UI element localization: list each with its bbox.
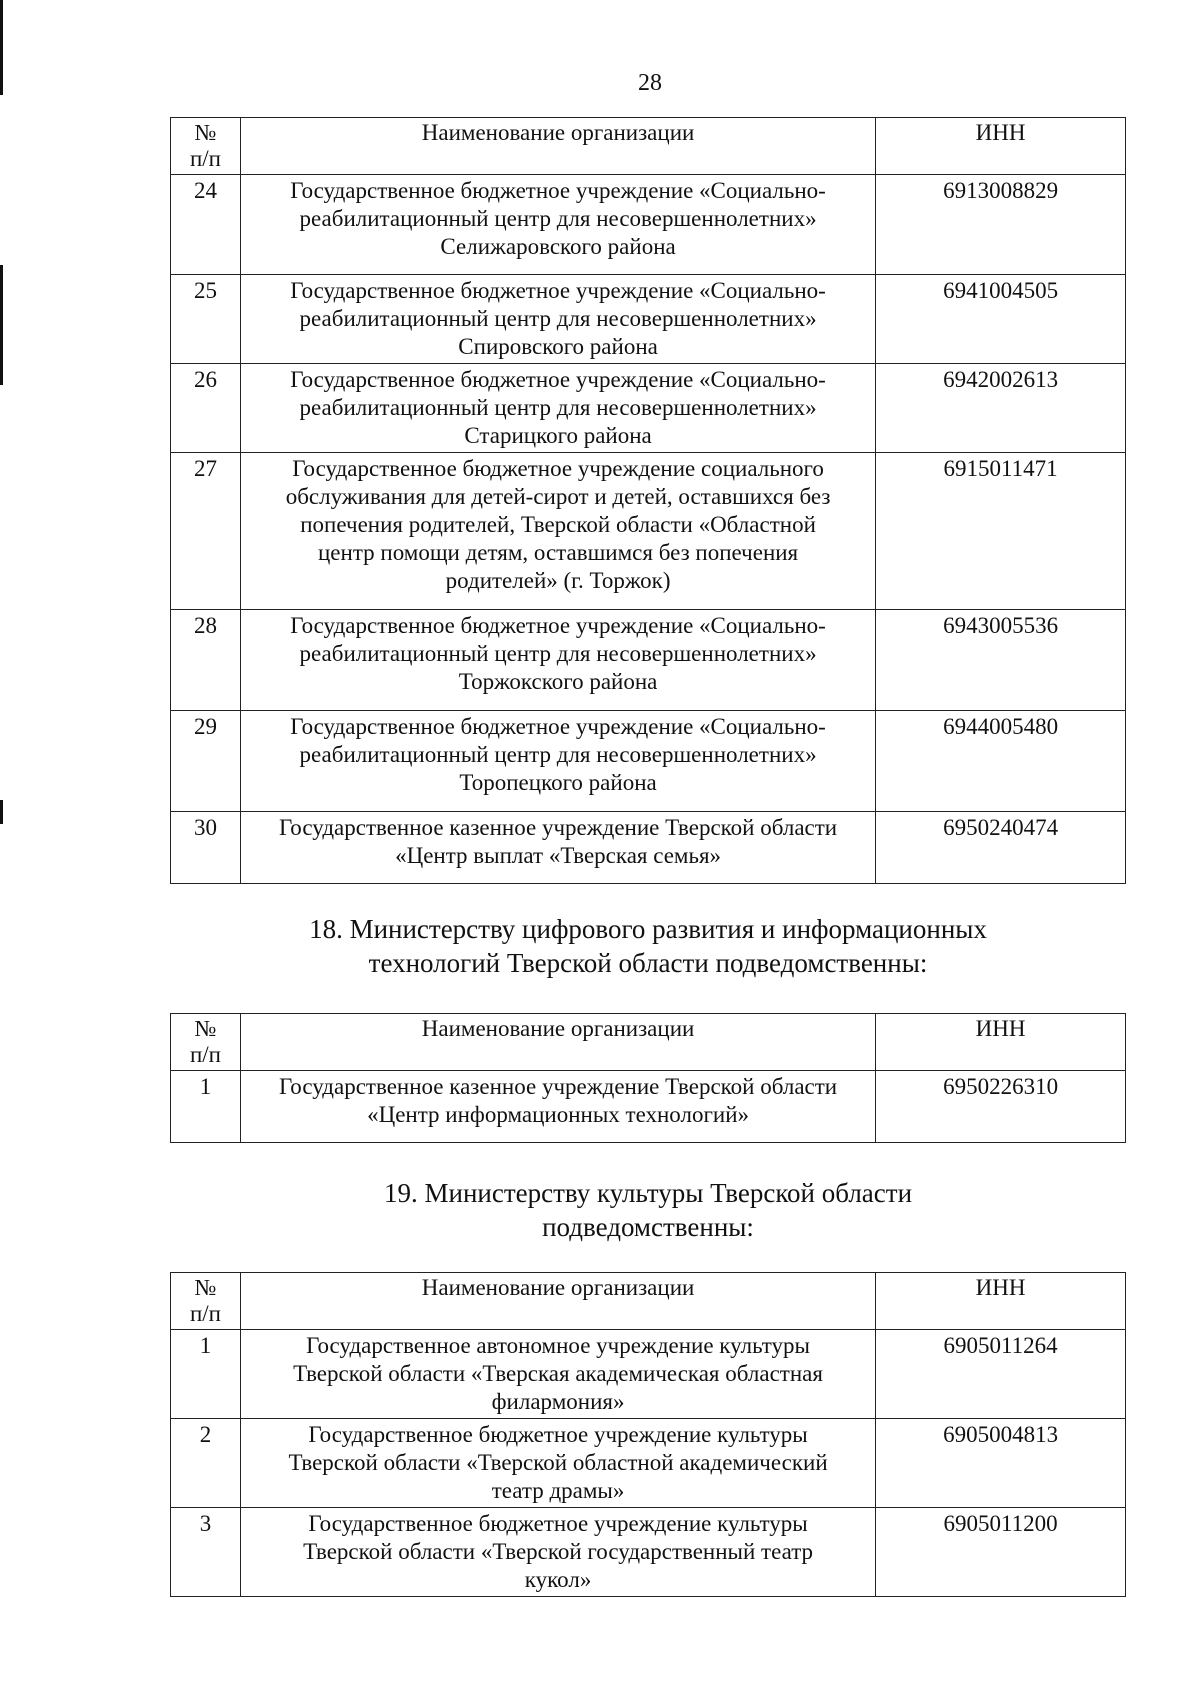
row-num: 25 [171, 275, 241, 364]
row-inn: 6913008829 [876, 175, 1126, 275]
table-row [171, 812, 1126, 884]
org-table-section-19 [170, 1272, 1126, 1597]
row-inn: 6942002613 [876, 364, 1126, 453]
row-num: 29 [171, 711, 241, 812]
table-row [171, 175, 1126, 275]
row-name: Государственное бюджетное учреждение «Социально- реабилитационный центр для несовершеннолетних» Торжокского района [240, 610, 875, 711]
row-inn: 6950240474 [876, 812, 1126, 884]
scan-edge-mark [0, 265, 3, 385]
header-name: Наименование организации [240, 1014, 875, 1071]
header-inn: ИНН [876, 1014, 1126, 1071]
row-name: Государственное казенное учреждение Тверской области «Центр информационных технологий» [240, 1071, 875, 1143]
page-number: 28 [638, 70, 662, 96]
row-name: Государственное бюджетное учреждение «Социально- реабилитационный центр для несовершеннолетних» Селижаровского района [240, 175, 875, 275]
header-name: Наименование организации [240, 118, 875, 175]
row-num: 30 [171, 812, 241, 884]
row-name: Государственное казенное учреждение Тверской области «Центр выплат «Тверская семья» [240, 812, 875, 884]
table-row [171, 1508, 1126, 1597]
row-name: Государственное бюджетное учреждение культуры Тверской области «Тверской областной академический театр драмы» [240, 1419, 875, 1508]
header-num: № п/п [171, 1014, 241, 1071]
row-inn: 6944005480 [876, 711, 1126, 812]
row-inn: 6950226310 [876, 1071, 1126, 1143]
row-num: 1 [171, 1330, 241, 1419]
header-num: № п/п [171, 118, 241, 175]
table-row [171, 1419, 1126, 1508]
row-inn: 6943005536 [876, 610, 1126, 711]
table-row [171, 711, 1126, 812]
section-18-heading: 18. Министерству цифрового развития и информационных технологий Тверской области подведомственны: [309, 914, 987, 978]
row-name: Государственное бюджетное учреждение «Социально- реабилитационный центр для несовершеннолетних» Старицкого района [240, 364, 875, 453]
row-name: Государственное автономное учреждение культуры Тверской области «Тверская академическая областная филармония» [240, 1330, 875, 1419]
table-header-row [171, 1014, 1126, 1071]
row-num: 1 [171, 1071, 241, 1143]
row-inn: 6915011471 [876, 453, 1126, 610]
row-inn: 6905011264 [876, 1330, 1126, 1419]
section-19-heading: 19. Министерству культуры Тверской области подведомственны: [383, 1178, 913, 1242]
table-header-row [171, 118, 1126, 175]
table-row [171, 453, 1126, 610]
header-name: Наименование организации [240, 1273, 875, 1330]
row-num: 26 [171, 364, 241, 453]
org-table-main [170, 117, 1126, 884]
row-inn: 6941004505 [876, 275, 1126, 364]
row-num: 2 [171, 1419, 241, 1508]
row-num: 28 [171, 610, 241, 711]
table-row [171, 1330, 1126, 1419]
row-name: Государственное бюджетное учреждение «Социально- реабилитационный центр для несовершеннолетних» Спировского района [240, 275, 875, 364]
row-inn: 6905004813 [876, 1419, 1126, 1508]
row-num: 27 [171, 453, 241, 610]
table-row [171, 275, 1126, 364]
row-name: Государственное бюджетное учреждение культуры Тверской области «Тверской государственный театр кукол» [240, 1508, 875, 1597]
header-inn: ИНН [876, 118, 1126, 175]
row-num: 24 [171, 175, 241, 275]
scan-edge-mark [0, 800, 3, 824]
header-inn: ИНН [876, 1273, 1126, 1330]
table-row [171, 1071, 1126, 1143]
org-table-section-18 [170, 1013, 1126, 1143]
row-name: Государственное бюджетное учреждение социального обслуживания для детей-сирот и детей, оставшихся без попечения родителей, Тверской области «Областной центр помощи детям, оставшимся без попечения родителей» (г. Торжок) [240, 453, 875, 610]
table-row [171, 610, 1126, 711]
header-num: № п/п [171, 1273, 241, 1330]
table-header-row [171, 1273, 1126, 1330]
row-num: 3 [171, 1508, 241, 1597]
row-name: Государственное бюджетное учреждение «Социально- реабилитационный центр для несовершеннолетних» Торопецкого района [240, 711, 875, 812]
table-row [171, 364, 1126, 453]
row-inn: 6905011200 [876, 1508, 1126, 1597]
